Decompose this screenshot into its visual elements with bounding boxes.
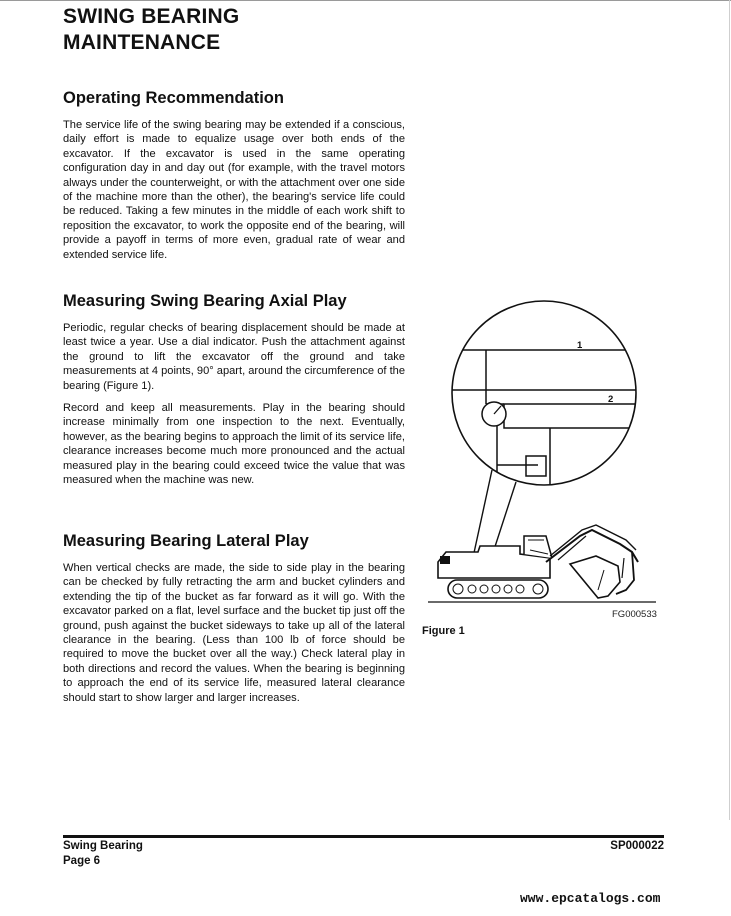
page-title-line-2: MAINTENANCE — [63, 31, 221, 54]
paragraph-lateral-play: When vertical checks are made, the side to side play in the bearing can be checked by fully retracting the arm and bucket cylinders and extending the tip of the bucket as far forward as it will go. With the excavator parked on a flat, level surface and the bucket tip just off the ground, push against the bucket sideways to take up all of the lateral clearance in the bearing. (Less than 100 lb of force should be required to move the bucket over all the way.) Check lateral play in both directions and record the values. When the bearing is beginning to approach the end of its service life, measured lateral clearance should start to show larger and larger increases. — [63, 562, 405, 704]
heading-axial-play: Measuring Swing Bearing Axial Play — [63, 292, 347, 310]
paragraph-axial-play-2: Record and keep all measurements. Play in the bearing should increase minimally from one inspection to the next. Eventually, however, as the bearing begins to approach the limit of its service life, clearance increases become much more pronounced and the actual measured play in the bearing could exceed twice the value that was measured when the machine was new. — [63, 402, 405, 487]
figure-code: FG000533 — [612, 609, 657, 620]
magnifier-circle — [452, 301, 636, 485]
watermark-link[interactable]: www.epcatalogs.com — [520, 891, 661, 906]
swing-bearing-diagram — [420, 300, 660, 620]
footer-section-name: Swing Bearing — [63, 840, 143, 852]
callout-2: 2 — [608, 394, 614, 405]
page-title-line-1: SWING BEARING — [63, 5, 240, 28]
figure-caption: Figure 1 — [422, 625, 465, 637]
heading-operating-recommendation: Operating Recommendation — [63, 89, 284, 107]
figure-1-illustration — [420, 300, 660, 620]
top-border-rule — [0, 0, 731, 1]
right-border-rule — [729, 0, 730, 820]
excavator-bucket — [570, 556, 620, 598]
footer-page-number: Page 6 — [63, 855, 101, 867]
heading-lateral-play: Measuring Bearing Lateral Play — [63, 532, 309, 550]
footer-rule — [63, 835, 664, 838]
page-title — [63, 4, 239, 56]
callout-1: 1 — [577, 340, 583, 351]
paragraph-axial-play-1: Periodic, regular checks of bearing displacement should be made at least twice a year. Use a dial indicator. Push the attachment against the ground to lift the excavator off the ground and take measurements at 4 points, 90° apart, around the circumference of the bearing (Figure 1). — [63, 322, 405, 392]
footer-left — [63, 839, 143, 869]
footer-doc-number: SP000022 — [610, 840, 664, 852]
paragraph-operating-recommendation: The service life of the swing bearing may be extended if a conscious, daily effort is made to equalize usage over both ends of the excavator. If the excavator is used in the same operating configuration day in and day out (for example, with the travel motors always under the counterweight, or with the attachment over one side of the machine more than the other), the bearing's service life could be reduced. Taking a few minutes in the middle of each work shift to reposition the excavator, to work the opposite end of the bearing, will provide a payoff in terms of more even, gradual rate of wear and extended service life. — [63, 119, 405, 261]
